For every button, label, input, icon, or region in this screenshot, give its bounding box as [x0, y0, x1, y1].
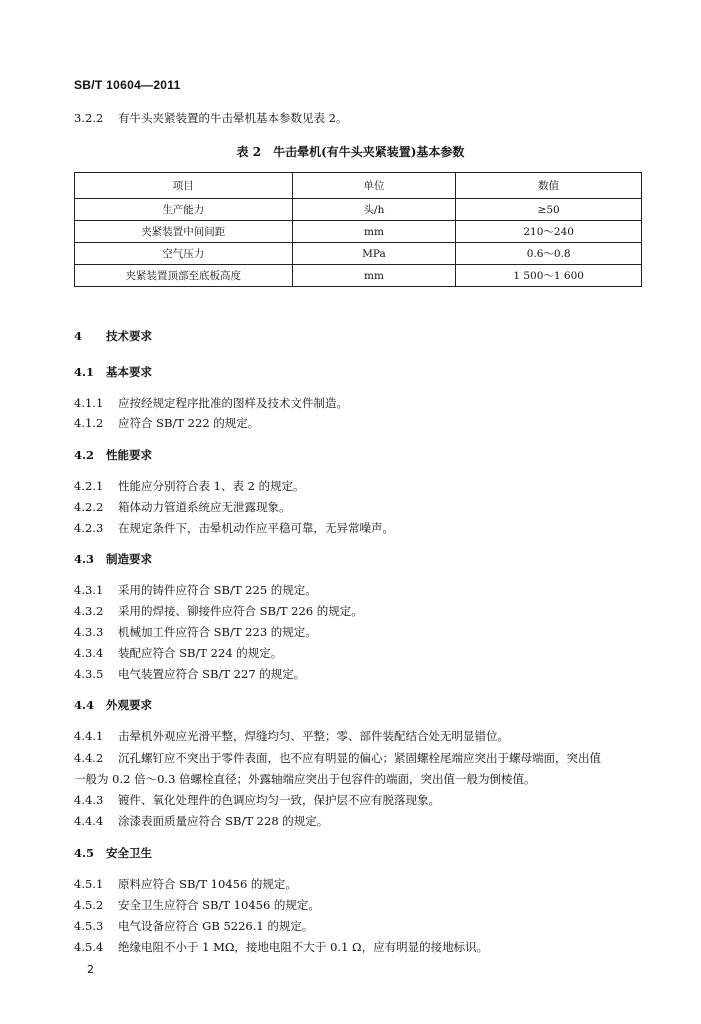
column-header: 数值: [456, 173, 642, 199]
table-cell: 210～240: [456, 221, 642, 243]
clause-number: 4.2.2: [74, 500, 104, 514]
clause-text: 应按经规定程序批准的图样及技术文件制造。: [118, 396, 348, 410]
table-cell: 0.6～0.8: [456, 243, 642, 265]
clause-number: 4.4.3: [74, 793, 104, 807]
table-header-row: [75, 173, 642, 199]
clause-number: 4.4.1: [74, 729, 104, 743]
clause-text: 机械加工件应符合 SB/T 223 的规定。: [118, 625, 317, 639]
table-cell: 空气压力: [75, 243, 293, 265]
table-row: [75, 221, 642, 243]
clause-text: 箱体动力管道系统应无泄露现象。: [118, 500, 291, 514]
clause-number: 4.2.1: [74, 479, 104, 493]
table-cell: 夹紧装置中间间距: [75, 221, 293, 243]
table-row: [75, 243, 642, 265]
section-title: 安全卫生: [106, 846, 152, 860]
column-header: 单位: [292, 173, 456, 199]
section-number: 4.4: [74, 698, 95, 712]
section-number: 4.2: [74, 448, 95, 462]
clause-number: 4.1.2: [74, 416, 104, 430]
clause-number: 3.2.2: [74, 111, 104, 125]
clause-number: 4.3.3: [74, 625, 104, 639]
clause-number: 4.3.2: [74, 604, 104, 618]
clause-4-2-1: [74, 478, 654, 494]
clause-text: 电气装置应符合 SB/T 227 的规定。: [118, 667, 306, 681]
section-4-heading: [74, 328, 654, 344]
section-title: 基本要求: [106, 365, 152, 379]
clause-text: 绝缘电阻不小于 1 MΩ，接地电阻不大于 0.1 Ω，应有明显的接地标识。: [118, 940, 489, 954]
clause-number: 4.4.4: [74, 814, 104, 828]
section-number: 4.5: [74, 846, 95, 860]
clause-4-2-3: [74, 520, 654, 536]
clause-4-3-4: [74, 645, 654, 661]
clause-text: 击晕机外观应光滑平整，焊缝均匀、平整；零、部件装配结合处无明显错位。: [118, 729, 509, 743]
standard-id: SB/T 10604—2011: [74, 78, 181, 92]
clause-text: 涂漆表面质量应符合 SB/T 228 的规定。: [118, 814, 329, 828]
section-title: 技术要求: [106, 329, 152, 343]
clause-text: 装配应符合 SB/T 224 的规定。: [118, 646, 283, 660]
parameters-table: [74, 172, 642, 287]
clause-4-5-1: [74, 876, 654, 892]
section-number: 4.3: [74, 552, 95, 566]
clause-text: 有牛头夹紧装置的牛击晕机基本参数见表 2。: [118, 111, 348, 125]
clause-4-4-4: [74, 813, 654, 829]
clause-4-3-2: [74, 603, 654, 619]
section-4-2-heading: [74, 447, 654, 463]
section-4-1-heading: [74, 364, 654, 380]
section-title: 性能要求: [106, 448, 152, 462]
clause-4-5-2: [74, 897, 654, 913]
clause-text: 沉孔螺钉应不突出于零件表面，也不应有明显的偏心；紧固螺栓尾端应突出于螺母端面，突出值: [118, 751, 601, 765]
section-4-3-heading: [74, 551, 654, 567]
section-title: 外观要求: [106, 698, 152, 712]
page-number: 2: [87, 963, 94, 976]
clause-number: 4.2.3: [74, 521, 104, 535]
clause-number: 4.5.1: [74, 877, 104, 891]
clause-4-5-4: [74, 939, 654, 955]
clause-text: 镀件、氧化处理件的色调应均匀一致，保护层不应有脱落现象。: [118, 793, 440, 807]
clause-4-5-3: [74, 918, 654, 934]
clause-4-1-2: [74, 415, 654, 431]
clause-text: 电气设备应符合 GB 5226.1 的规定。: [118, 919, 314, 933]
clause-4-2-2: [74, 499, 654, 515]
clause-4-4-3: [74, 792, 654, 808]
section-number: 4: [74, 329, 83, 343]
table-cell: 生产能力: [75, 199, 293, 221]
table-cell: mm: [292, 221, 456, 243]
clause-number: 4.3.5: [74, 667, 104, 681]
table-cell: ≥50: [456, 199, 642, 221]
table-cell: 夹紧装置顶部至底板高度: [75, 265, 293, 287]
table-cell: 1 500～1 600: [456, 265, 642, 287]
section-4-5-heading: [74, 845, 654, 861]
clause-text: 性能应分别符合表 1、表 2 的规定。: [118, 479, 305, 493]
clause-3-2-2: [74, 110, 654, 126]
clause-number: 4.5.4: [74, 940, 104, 954]
clause-4-1-1: [74, 395, 654, 411]
table-row: [75, 199, 642, 221]
clause-text: 在规定条件下，击晕机动作应平稳可靠，无异常噪声。: [118, 521, 394, 535]
clause-4-4-2-continuation: [74, 771, 654, 787]
clause-text: 安全卫生应符合 SB/T 10456 的规定。: [118, 898, 320, 912]
table-row: [75, 265, 642, 287]
table-cell: mm: [292, 265, 456, 287]
section-4-4-heading: [74, 697, 654, 713]
clause-4-3-3: [74, 624, 654, 640]
clause-number: 4.3.4: [74, 646, 104, 660]
clause-text: 采用的铸件应符合 SB/T 225 的规定。: [118, 583, 317, 597]
table-title: 表 2 牛击晕机(有牛头夹紧装置)基本参数: [236, 145, 465, 159]
clause-number: 4.4.2: [74, 751, 104, 765]
clause-text: 应符合 SB/T 222 的规定。: [118, 416, 260, 430]
clause-number: 4.1.1: [74, 396, 104, 410]
clause-text: 一般为 0.2 倍～0.3 倍螺栓直径；外露轴端应突出于包容件的端面，突出值一般为倒棱值。: [74, 772, 536, 786]
clause-number: 4.5.2: [74, 898, 104, 912]
column-header: 项目: [75, 173, 293, 199]
section-number: 4.1: [74, 365, 95, 379]
clause-4-4-2: [74, 750, 654, 766]
table-cell: MPa: [292, 243, 456, 265]
clause-number: 4.5.3: [74, 919, 104, 933]
table-cell: 头/h: [292, 199, 456, 221]
clause-4-3-5: [74, 666, 654, 682]
clause-text: 采用的焊接、铆接件应符合 SB/T 226 的规定。: [118, 604, 363, 618]
section-title: 制造要求: [106, 552, 152, 566]
clause-text: 原料应符合 SB/T 10456 的规定。: [118, 877, 297, 891]
clause-4-4-1: [74, 728, 654, 744]
clause-number: 4.3.1: [74, 583, 104, 597]
clause-4-3-1: [74, 582, 654, 598]
